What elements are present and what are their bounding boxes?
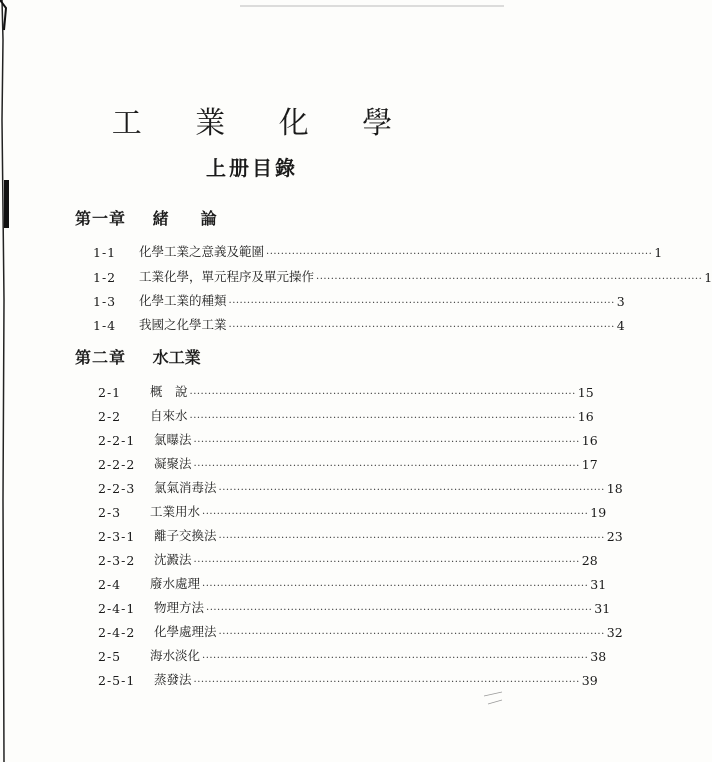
toc-entry (98, 620, 623, 640)
entry-page: 18 (606, 481, 623, 496)
toc-entry (98, 476, 623, 496)
entry-page: 16 (577, 409, 594, 424)
toc-entry (98, 644, 607, 664)
entry-number: 2-2 (98, 409, 122, 424)
dot-leader: ......................................................................................................... (193, 434, 580, 445)
entry-number: 1-1 (93, 245, 117, 260)
entry-label: 工業化學，單元程序及單元操作 (139, 269, 315, 284)
entry-number: 2-1 (98, 385, 122, 400)
entry-number: 2-4 (98, 577, 122, 592)
entry-label: 沈澱法 (154, 552, 192, 567)
entry-label: 氯氣消毒法 (154, 480, 217, 495)
chapter-title: 水工業 (152, 348, 201, 367)
entry-label: 化學工業之意義及範圍 (139, 244, 265, 259)
dot-leader: ......................................................................................................... (266, 246, 653, 257)
toc-entry (98, 596, 611, 616)
dot-leader: ......................................................................................................... (189, 410, 576, 421)
page-curl-mark (480, 690, 504, 714)
dot-leader: ......................................................................................................... (193, 458, 580, 469)
scan-edge-top (240, 0, 504, 10)
entry-label: 廢水處理 (150, 576, 201, 591)
entry-label: 我國之化學工業 (139, 317, 227, 332)
dot-leader: ......................................................................................................... (206, 602, 593, 613)
entry-page: 31 (594, 601, 611, 616)
chapter-number: 第一章 (75, 209, 127, 228)
toc-entry (98, 452, 598, 472)
page-subtitle: 上册目錄 (206, 156, 298, 180)
dot-leader: ......................................................................................................... (316, 271, 703, 282)
toc-entry (93, 265, 712, 285)
entry-label: 氯曝法 (154, 432, 192, 447)
entry-page: 39 (581, 673, 598, 688)
dot-leader: ......................................................................................................... (193, 674, 580, 685)
toc-entry (98, 428, 598, 448)
entry-label: 概 說 (150, 384, 188, 399)
chapter-heading (75, 206, 217, 229)
entry-number: 2-3 (98, 505, 122, 520)
entry-label: 凝聚法 (154, 456, 192, 471)
dot-leader: ......................................................................................................... (202, 506, 589, 517)
entry-label: 化學工業的種類 (139, 293, 227, 308)
entry-page: 3 (616, 294, 625, 309)
entry-page: 17 (581, 457, 598, 472)
entry-label: 工業用水 (150, 504, 201, 519)
chapter-number: 第二章 (75, 348, 127, 367)
dot-leader: ......................................................................................................... (189, 386, 576, 397)
entry-page: 32 (606, 625, 623, 640)
toc-entry (98, 572, 607, 592)
entry-number: 1-3 (93, 294, 117, 309)
entry-page: 19 (590, 505, 607, 520)
entry-number: 2-2-1 (98, 433, 136, 448)
entry-page: 4 (616, 318, 625, 333)
entry-number: 2-5-1 (98, 673, 136, 688)
dot-leader: ......................................................................................................... (218, 530, 605, 541)
entry-label: 物理方法 (154, 600, 205, 615)
entry-number: 2-4-2 (98, 625, 136, 640)
entry-label: 化學處理法 (154, 624, 217, 639)
entry-number: 2-3-2 (98, 553, 136, 568)
toc-entry (93, 289, 625, 309)
entry-number: 2-3-1 (98, 529, 136, 544)
dot-leader: ......................................................................................................... (228, 319, 615, 330)
toc-entry (98, 500, 607, 520)
toc-entry (93, 240, 663, 260)
toc-entry (98, 380, 594, 400)
entry-number: 2-4-1 (98, 601, 136, 616)
dot-leader: ......................................................................................................... (218, 482, 605, 493)
entry-number: 2-2-2 (98, 457, 136, 472)
entry-page: 16 (581, 433, 598, 448)
entry-number: 1-4 (93, 318, 117, 333)
entry-label: 蒸發法 (154, 672, 192, 687)
toc-entry (98, 524, 623, 544)
entry-label: 自來水 (150, 408, 188, 423)
entry-page: 15 (577, 385, 594, 400)
entry-number: 2-2-3 (98, 481, 136, 496)
chapter-heading (75, 345, 201, 368)
entry-page: 1 (654, 245, 663, 260)
page-title: 工 業 化 學 (111, 106, 415, 141)
toc-entry (93, 313, 625, 333)
entry-number: 1-2 (93, 270, 117, 285)
entry-page: 31 (590, 577, 607, 592)
toc-entry (98, 668, 598, 688)
dot-leader: ......................................................................................................... (218, 626, 605, 637)
chapter-title: 緒 論 (152, 209, 217, 228)
entry-label: 海水淡化 (150, 648, 201, 663)
entry-page: 1 (704, 270, 712, 285)
dot-leader: ......................................................................................................... (202, 650, 589, 661)
toc-entry (98, 404, 594, 424)
dot-leader: ......................................................................................................... (228, 295, 615, 306)
entry-page: 38 (590, 649, 607, 664)
toc-entry (98, 548, 598, 568)
entry-label: 離子交換法 (154, 528, 217, 543)
dot-leader: ......................................................................................................... (202, 578, 589, 589)
entry-page: 23 (606, 529, 623, 544)
entry-page: 28 (581, 553, 598, 568)
dot-leader: ......................................................................................................... (193, 554, 580, 565)
entry-number: 2-5 (98, 649, 122, 664)
